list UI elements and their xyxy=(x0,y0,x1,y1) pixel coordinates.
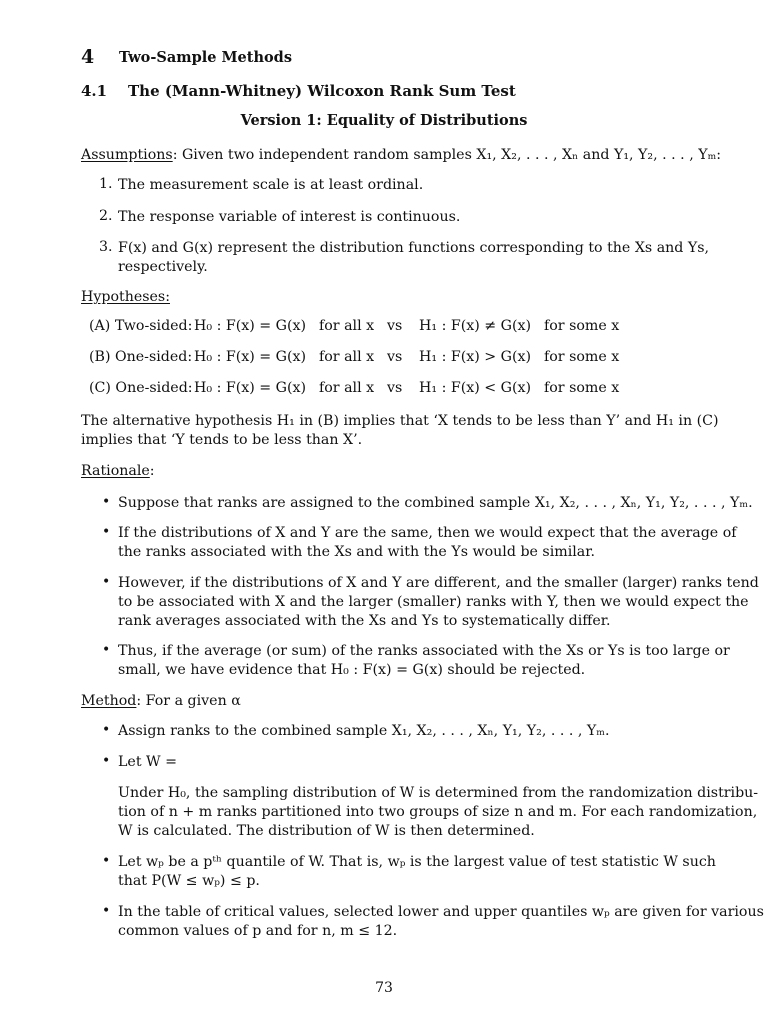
section-heading xyxy=(81,82,516,100)
list-number: 3. xyxy=(99,239,113,255)
method-label: Method xyxy=(81,693,137,709)
list-item-line: respectively. xyxy=(118,259,208,275)
version-title: Version 1: Equality of Distributions xyxy=(240,112,528,129)
list-item: The response variable of interest is continuous. xyxy=(118,209,461,225)
list-item: The measurement scale is at least ordinal. xyxy=(118,177,424,193)
list-item-line: Suppose that ranks are assigned to the combined sample X₁, X₂, . . . , Xₙ, Y₁, Y₂, . . . , Yₘ. xyxy=(118,495,753,511)
vs-text: vs xyxy=(387,380,403,396)
section-number: 4.1 xyxy=(81,82,108,100)
hypothesis-tag: (C) One-sided: xyxy=(89,380,193,396)
hypotheses-label: Hypotheses: xyxy=(81,289,170,305)
vs-text: vs xyxy=(387,349,403,365)
page-number: 73 xyxy=(375,980,393,996)
bullet-icon: • xyxy=(102,903,111,919)
paragraph-line: W is calculated. The distribution of W is then determined. xyxy=(118,823,535,839)
list-item-line: small, we have evidence that H₀ : F(x) = G(x) should be rejected. xyxy=(118,662,586,678)
bullet-icon: • xyxy=(102,494,111,510)
alt-hypothesis: H₁ : F(x) > G(x) xyxy=(419,349,532,365)
alt-condition: for some x xyxy=(544,380,620,396)
under-h0-paragraph xyxy=(118,784,759,841)
null-condition: for all x xyxy=(319,318,375,334)
list-item-line: rank averages associated with the Xs and Ys to systematically differ. xyxy=(118,613,611,629)
rationale-heading: Rationale: xyxy=(81,463,155,479)
vs-text: vs xyxy=(387,318,403,334)
list-item xyxy=(118,239,710,277)
paragraph-line: tion of n + m ranks partitioned into two groups of size n and m. For each randomization, xyxy=(118,804,758,820)
list-item-line: Let wₚ be a pᵗʰ quantile of W. That is, wₚ is the largest value of test statistic W such xyxy=(118,854,716,870)
list-item-line: common values of p and for n, m ≤ 12. xyxy=(118,923,398,939)
list-item-line: F(x) and G(x) represent the distribution functions corresponding to the Xs and Ys, xyxy=(118,240,710,256)
hypothesis-tag: (A) Two-sided: xyxy=(89,318,193,334)
list-item xyxy=(118,524,737,562)
assumptions-intro: : Given two independent random samples X₁, X₂, . . . , Xₙ and Y₁, Y₂, . . . , Yₘ: xyxy=(172,147,722,163)
alt-hypothesis: H₁ : F(x) < G(x) xyxy=(419,380,532,396)
list-item: Let W = xyxy=(118,754,178,770)
null-condition: for all x xyxy=(319,380,375,396)
hypothesis-tag: (B) One-sided: xyxy=(89,349,193,365)
chapter-number: 4 xyxy=(81,46,95,68)
method-intro: : For a given α xyxy=(136,693,241,709)
null-hypothesis: H₀ : F(x) = G(x) xyxy=(194,318,307,334)
bullet-icon: • xyxy=(102,722,111,738)
bullet-icon: • xyxy=(102,574,111,590)
alternative-note xyxy=(81,412,719,450)
bullet-icon: • xyxy=(102,642,111,658)
assumptions-label: Assumptions xyxy=(81,147,173,163)
list-item-line: In the table of critical values, selected lower and upper quantiles wₚ are given for various xyxy=(118,904,764,920)
rationale-label: Rationale xyxy=(81,463,150,479)
list-number: 1. xyxy=(99,176,113,192)
null-hypothesis: H₀ : F(x) = G(x) xyxy=(194,380,307,396)
list-item xyxy=(118,642,730,680)
list-item-line: However, if the distributions of X and Y are different, and the smaller (larger) ranks tend xyxy=(118,575,759,591)
alt-condition: for some x xyxy=(544,318,620,334)
bullet-icon: • xyxy=(102,753,111,769)
list-item-line: to be associated with X and the larger (smaller) ranks with Y, then we would expect the xyxy=(118,594,749,610)
list-item xyxy=(118,574,759,631)
list-item-line: If the distributions of X and Y are the same, then we would expect that the average of xyxy=(118,525,737,541)
bullet-icon: • xyxy=(102,853,111,869)
list-item xyxy=(118,903,764,941)
list-item-line: the ranks associated with the Xs and with the Ys would be similar. xyxy=(118,544,595,560)
bullet-icon: • xyxy=(102,524,111,540)
assumptions-paragraph xyxy=(81,146,722,165)
list-number: 2. xyxy=(99,208,113,224)
chapter-title: Two-Sample Methods xyxy=(119,49,292,66)
list-item-line: Thus, if the average (or sum) of the ranks associated with the Xs or Ys is too large or xyxy=(118,643,730,659)
method-heading xyxy=(81,692,691,711)
list-item-line: that P(W ≤ wₚ) ≤ p. xyxy=(118,873,260,889)
null-condition: for all x xyxy=(319,349,375,365)
null-hypothesis: H₀ : F(x) = G(x) xyxy=(194,349,307,365)
list-item: Assign ranks to the combined sample X₁, X₂, . . . , Xₙ, Y₁, Y₂, . . . , Yₘ. xyxy=(118,723,610,739)
alt-hypothesis: H₁ : F(x) ≠ G(x) xyxy=(419,318,532,334)
note-line: implies that ‘Y tends to be less than X’. xyxy=(81,432,363,448)
note-line: The alternative hypothesis H₁ in (B) implies that ‘X tends to be less than Y’ and H₁ in (C) xyxy=(81,413,719,429)
alt-condition: for some x xyxy=(544,349,620,365)
chapter-heading xyxy=(81,46,292,68)
list-item xyxy=(118,494,753,513)
list-item xyxy=(118,853,716,891)
paragraph-line: Under H₀, the sampling distribution of W is determined from the randomization distribu- xyxy=(118,785,759,801)
section-title: The (Mann-Whitney) Wilcoxon Rank Sum Test xyxy=(128,82,516,100)
